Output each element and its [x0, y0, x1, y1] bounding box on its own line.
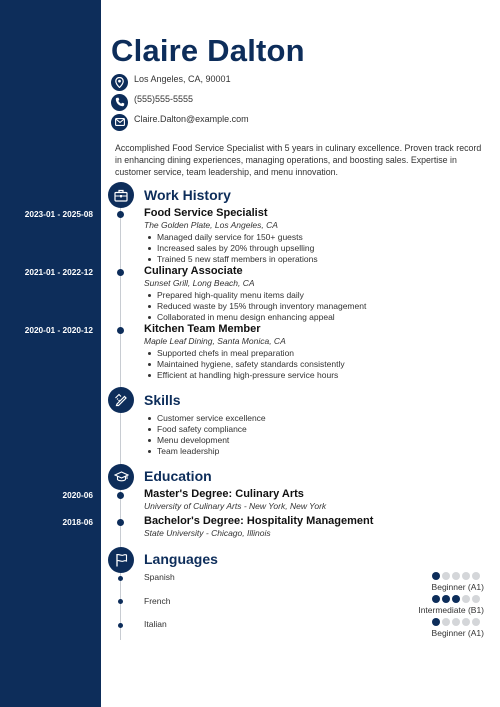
contact-phone — [111, 94, 193, 110]
timeline-dot — [118, 623, 123, 628]
profile-summary: Accomplished Food Service Specialist with 5 years in culinary excellence. Proven track record in enhancing dining experiences, managing operations, and boosting sales. Expertise in customer service, team leadership, and menu innovation. — [115, 143, 482, 177]
education-heading: Education — [144, 468, 212, 484]
language-name: French — [144, 596, 171, 606]
language-level: Beginner (A1) — [431, 628, 484, 638]
rating-dot-empty — [442, 572, 450, 580]
school-name: State University - Chicago, Illinois — [144, 528, 271, 538]
skill-item: Menu development — [144, 435, 444, 446]
work-history-heading: Work History — [144, 187, 231, 203]
skill-item: Team leadership — [144, 446, 444, 457]
education-date: 2018-06 — [62, 517, 93, 527]
rating-dot-empty — [462, 595, 470, 603]
job-dates: 2021-01 - 2022-12 — [24, 267, 93, 277]
rating-dot-empty — [452, 572, 460, 580]
rating-dot-filled — [432, 595, 440, 603]
envelope-icon — [111, 114, 128, 131]
job-bullet: Supported chefs in meal preparation — [144, 348, 489, 359]
rating-dot-empty — [462, 572, 470, 580]
degree-title: Bachelor's Degree: Hospitality Management — [144, 515, 374, 527]
language-rating — [432, 618, 480, 626]
skill-item: Food safety compliance — [144, 424, 444, 435]
timeline-dot — [117, 269, 124, 276]
job-title: Kitchen Team Member — [144, 323, 261, 335]
job-bullet: Increased sales by 20% through upselling — [144, 243, 489, 254]
rating-dot-filled — [432, 618, 440, 626]
skills-heading: Skills — [144, 392, 181, 408]
timeline-dot — [118, 599, 123, 604]
map-pin-icon — [111, 74, 128, 91]
contact-email — [111, 114, 249, 130]
education-entry — [144, 515, 489, 539]
job-title: Culinary Associate — [144, 265, 243, 277]
phone-text: (555)555-5555 — [134, 94, 194, 104]
language-name: Italian — [144, 619, 167, 629]
rating-dot-empty — [442, 618, 450, 626]
timeline-line — [120, 200, 121, 640]
timeline-dot — [117, 327, 124, 334]
phone-icon — [111, 94, 128, 111]
job-bullet: Maintained hygiene, safety standards consistently — [144, 359, 489, 370]
job-entry — [144, 207, 489, 265]
rating-dot-empty — [472, 595, 480, 603]
job-bullet: Prepared high-quality menu items daily — [144, 290, 489, 301]
email-link[interactable]: Claire.Dalton@example.com — [134, 114, 249, 124]
rating-dot-empty — [472, 618, 480, 626]
languages-heading: Languages — [144, 551, 218, 567]
rating-dot-filled — [432, 572, 440, 580]
job-bullet: Collaborated in menu design enhancing appeal — [144, 312, 489, 323]
job-entry — [144, 265, 489, 323]
location-text: Los Angeles, CA, 90001 — [134, 74, 231, 84]
candidate-name: Claire Dalton — [111, 33, 305, 68]
skill-item: Customer service excellence — [144, 413, 444, 424]
rating-dot-empty — [472, 572, 480, 580]
timeline-dot — [117, 519, 124, 526]
language-level: Beginner (A1) — [431, 582, 484, 592]
language-rating — [432, 572, 480, 580]
rating-dot-filled — [452, 595, 460, 603]
job-employer: The Golden Plate, Los Angeles, CA — [144, 220, 278, 230]
job-employer: Maple Leaf Dining, Santa Monica, CA — [144, 336, 286, 346]
job-dates: 2020-01 - 2020-12 — [24, 325, 93, 335]
timeline-dot — [117, 492, 124, 499]
left-sidebar — [0, 0, 101, 707]
degree-title: Master's Degree: Culinary Arts — [144, 488, 304, 500]
graduation-cap-icon — [108, 464, 134, 490]
language-level: Intermediate (B1) — [418, 605, 484, 615]
timeline-dot — [117, 211, 124, 218]
rating-dot-empty — [462, 618, 470, 626]
language-name: Spanish — [144, 572, 175, 582]
language-rating — [432, 595, 480, 603]
job-entry — [144, 323, 489, 381]
skills-list — [144, 412, 444, 457]
job-bullet: Reduced waste by 15% through inventory management — [144, 301, 489, 312]
timeline-dot — [118, 576, 123, 581]
job-employer: Sunset Grill, Long Beach, CA — [144, 278, 255, 288]
job-bullet: Trained 5 new staff members in operations — [144, 254, 489, 265]
contact-location — [111, 74, 231, 90]
job-title: Food Service Specialist — [144, 207, 268, 219]
job-dates: 2023-01 - 2025-08 — [24, 209, 93, 219]
job-bullet: Managed daily service for 150+ guests — [144, 232, 489, 243]
rating-dot-empty — [452, 618, 460, 626]
education-date: 2020-06 — [62, 490, 93, 500]
school-name: University of Culinary Arts - New York, New York — [144, 501, 327, 511]
flag-icon — [108, 547, 134, 573]
education-entry — [144, 488, 489, 512]
pencil-ruler-icon — [108, 387, 134, 413]
rating-dot-filled — [442, 595, 450, 603]
briefcase-icon — [108, 182, 134, 208]
job-bullet: Efficient at handling high-pressure service hours — [144, 370, 489, 381]
